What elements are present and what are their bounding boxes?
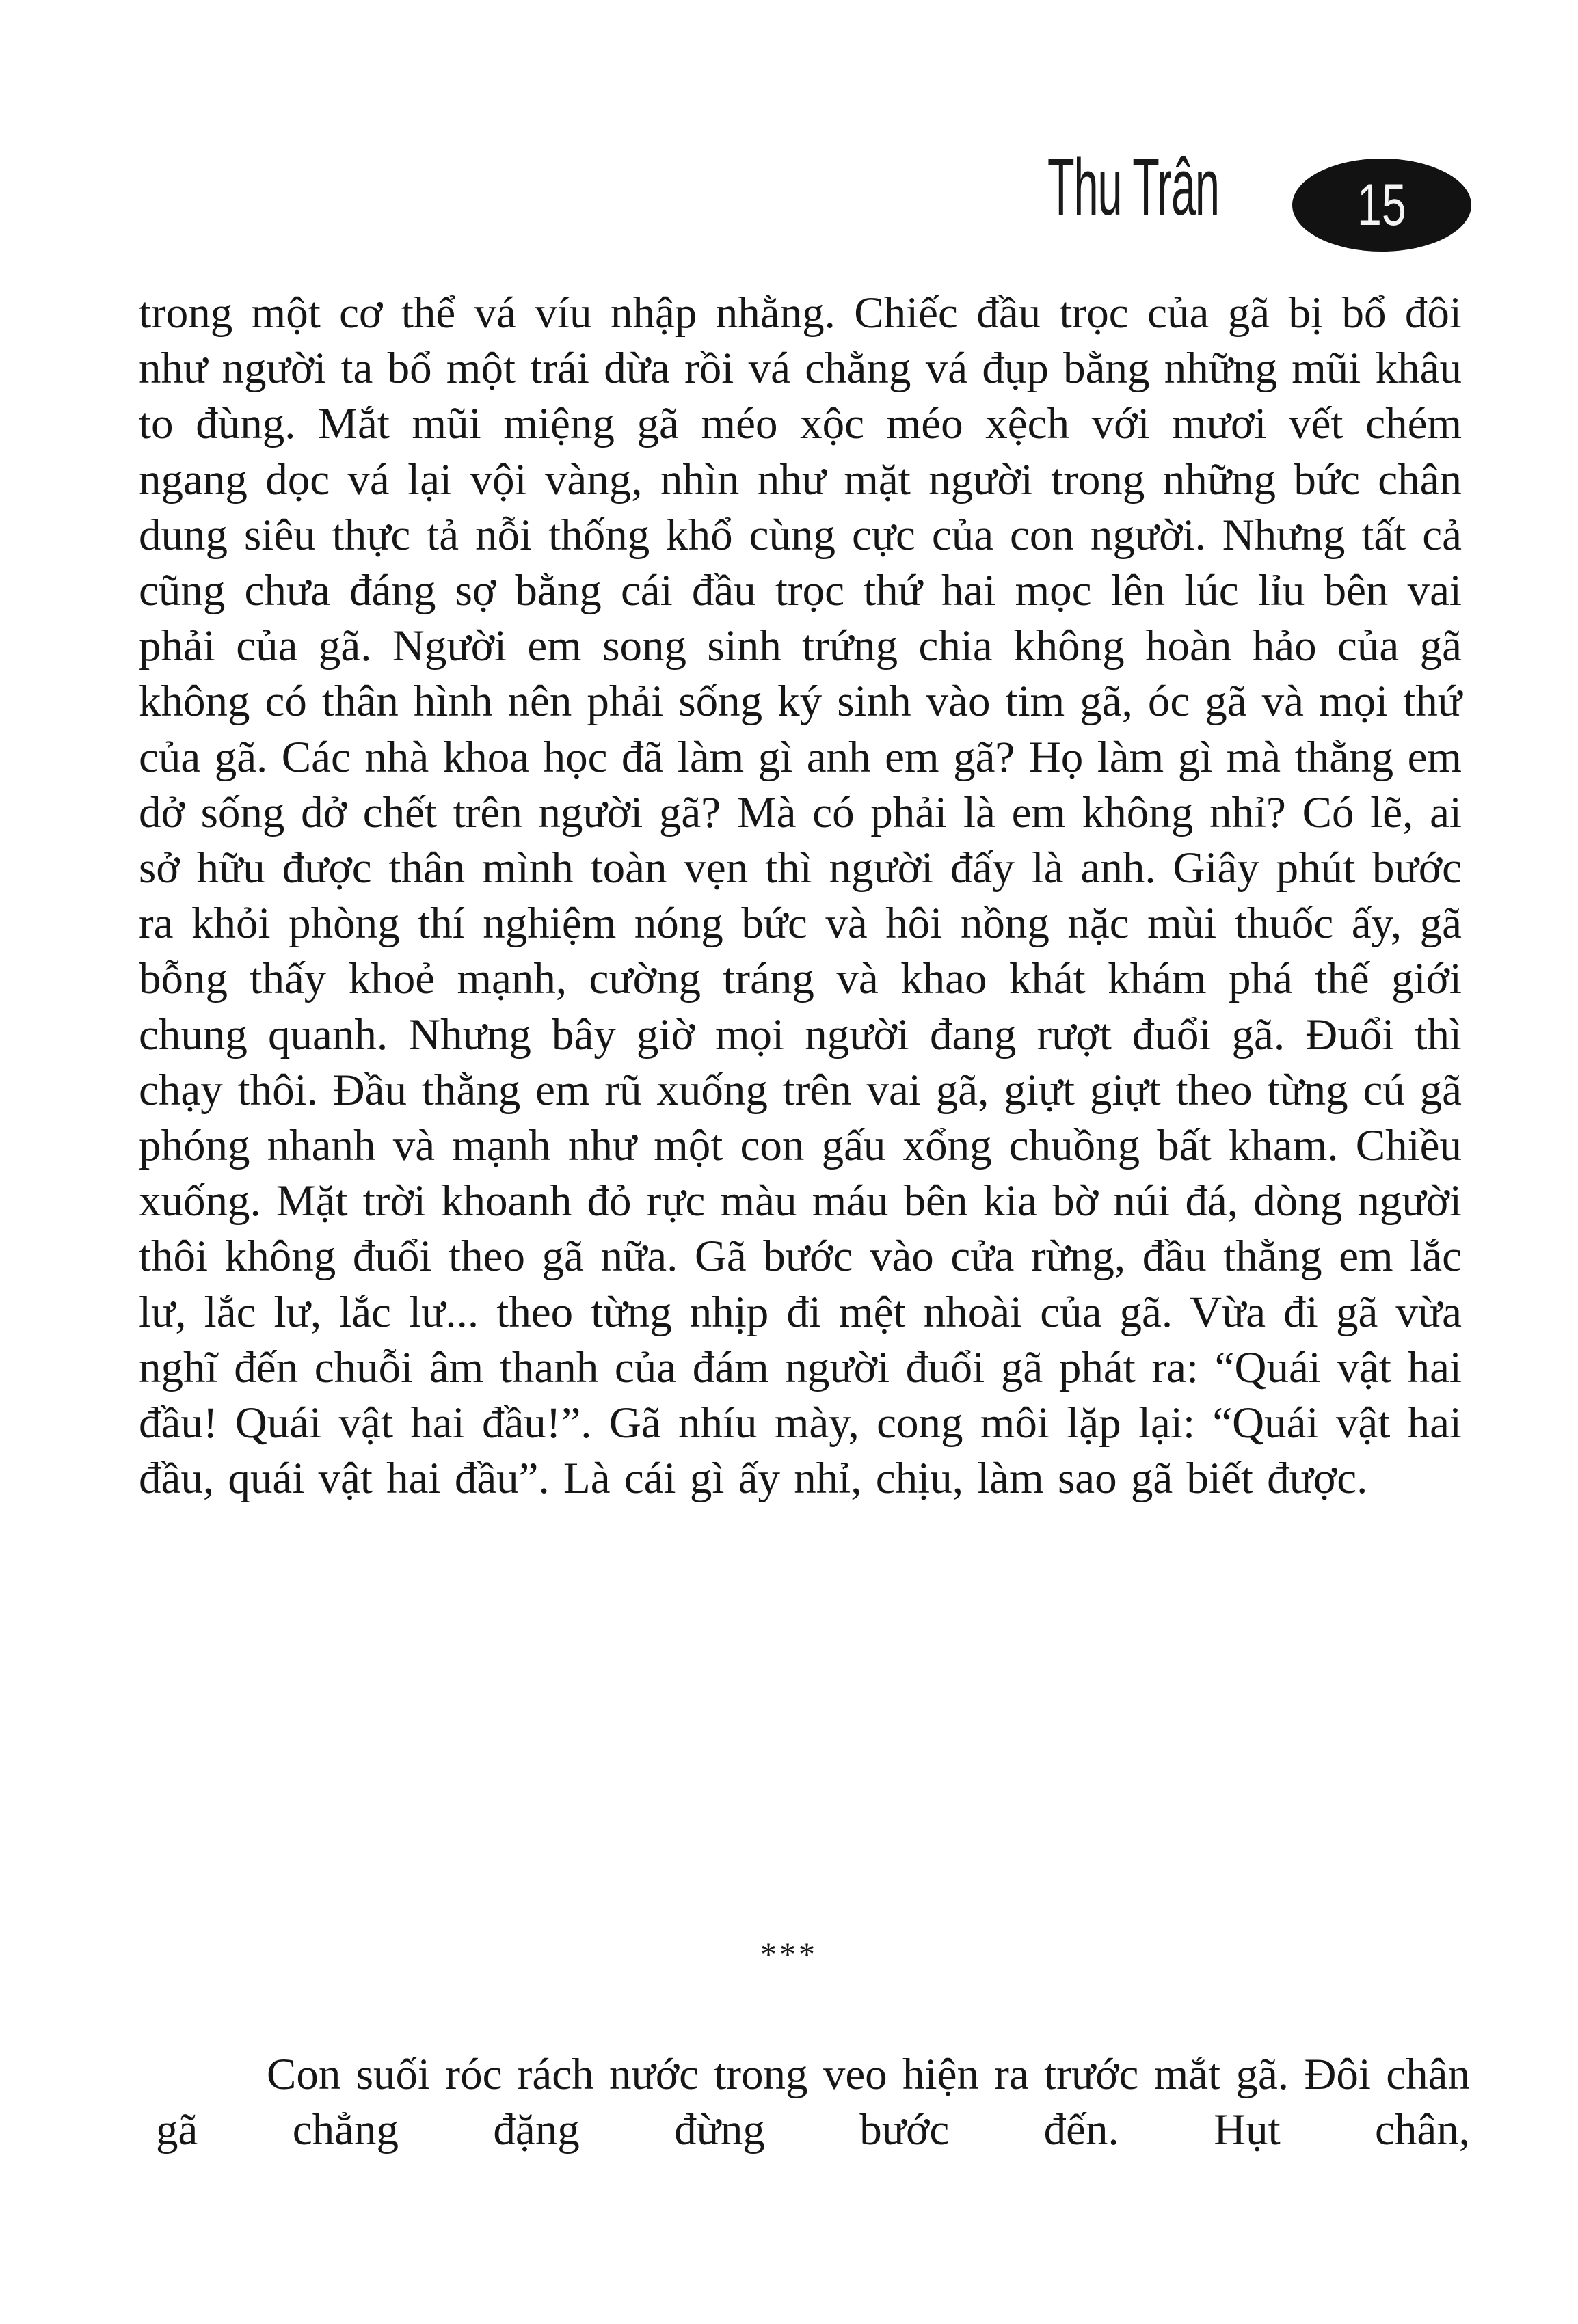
running-header	[1046, 142, 1470, 249]
page-number-badge	[1292, 159, 1471, 252]
author-name: Thu Trân	[1047, 142, 1219, 232]
section-separator: ***	[760, 1936, 818, 1973]
body-paragraph-2: Con suối róc rách nước trong veo hiện ra trước mắt gã. Đôi chân gã chẳng đặng đừng bước đến. Hụt chân,	[156, 2050, 1470, 2155]
body-paragraph-1: trong một cơ thể vá víu nhập nhằng. Chiếc đầu trọc của gã bị bổ đôi như người ta bổ một trái dừa rồi vá chằng vá đụp bằng những mũi khâu to đùng. Mắt mũi miệng gã méo xộc méo xệch với mươi vết chém ngang dọc vá lại vội vàng, nhìn như mặt người trong những bức chân dung siêu thực tả nỗi thống khổ cùng cực của con người. Nhưng tất cả cũng chưa đáng sợ bằng cái đầu trọc thứ hai mọc lên lúc lỉu bên vai phải của gã. Người em song sinh trứng chia không hoàn hảo của gã không có thân hình nên phải sống ký sinh vào tim gã, óc gã và mọi thứ của gã. Các nhà khoa học đã làm gì anh em gã? Họ làm gì mà thằng em dở sống dở chết trên người gã? Mà có phải là em không nhỉ? Có lẽ, ai sở hữu được thân mình toàn vẹn thì người đấy là anh. Giây phút bước ra khỏi phòng thí nghiệm nóng bức và hôi nồng nặc mùi thuốc ấy, gã bỗng thấy khoẻ mạnh, cường tráng và khao khát khám phá thế giới chung quanh. Nhưng bây giờ mọi người đang rượt đuổi gã. Đuổi thì chạy thôi. Đầu thằng em rũ xuống trên vai gã, giựt giựt theo từng cú gã phóng nhanh và mạnh như một con gấu xổng chuồng bất kham. Chiều xuống. Mặt trời khoanh đỏ rực màu máu bên kia bờ núi đá, dòng người thôi không đuổi theo gã nữa. Gã bước vào cửa rừng, đầu thằng em lắc lư, lắc lư, lắc lư... theo từng nhịp đi mệt nhoài của gã. Vừa đi gã vừa nghĩ đến chuỗi âm thanh của đám người đuổi gã phát ra: “Quái vật hai đầu! Quái vật hai đầu!”. Gã nhíu mày, cong môi lặp lại: “Quái vật hai đầu, quái vật hai đầu”. Là cái gì ấy nhỉ, chịu, làm sao gã biết được.	[139, 288, 1462, 1504]
page-number: 15	[1357, 172, 1406, 238]
